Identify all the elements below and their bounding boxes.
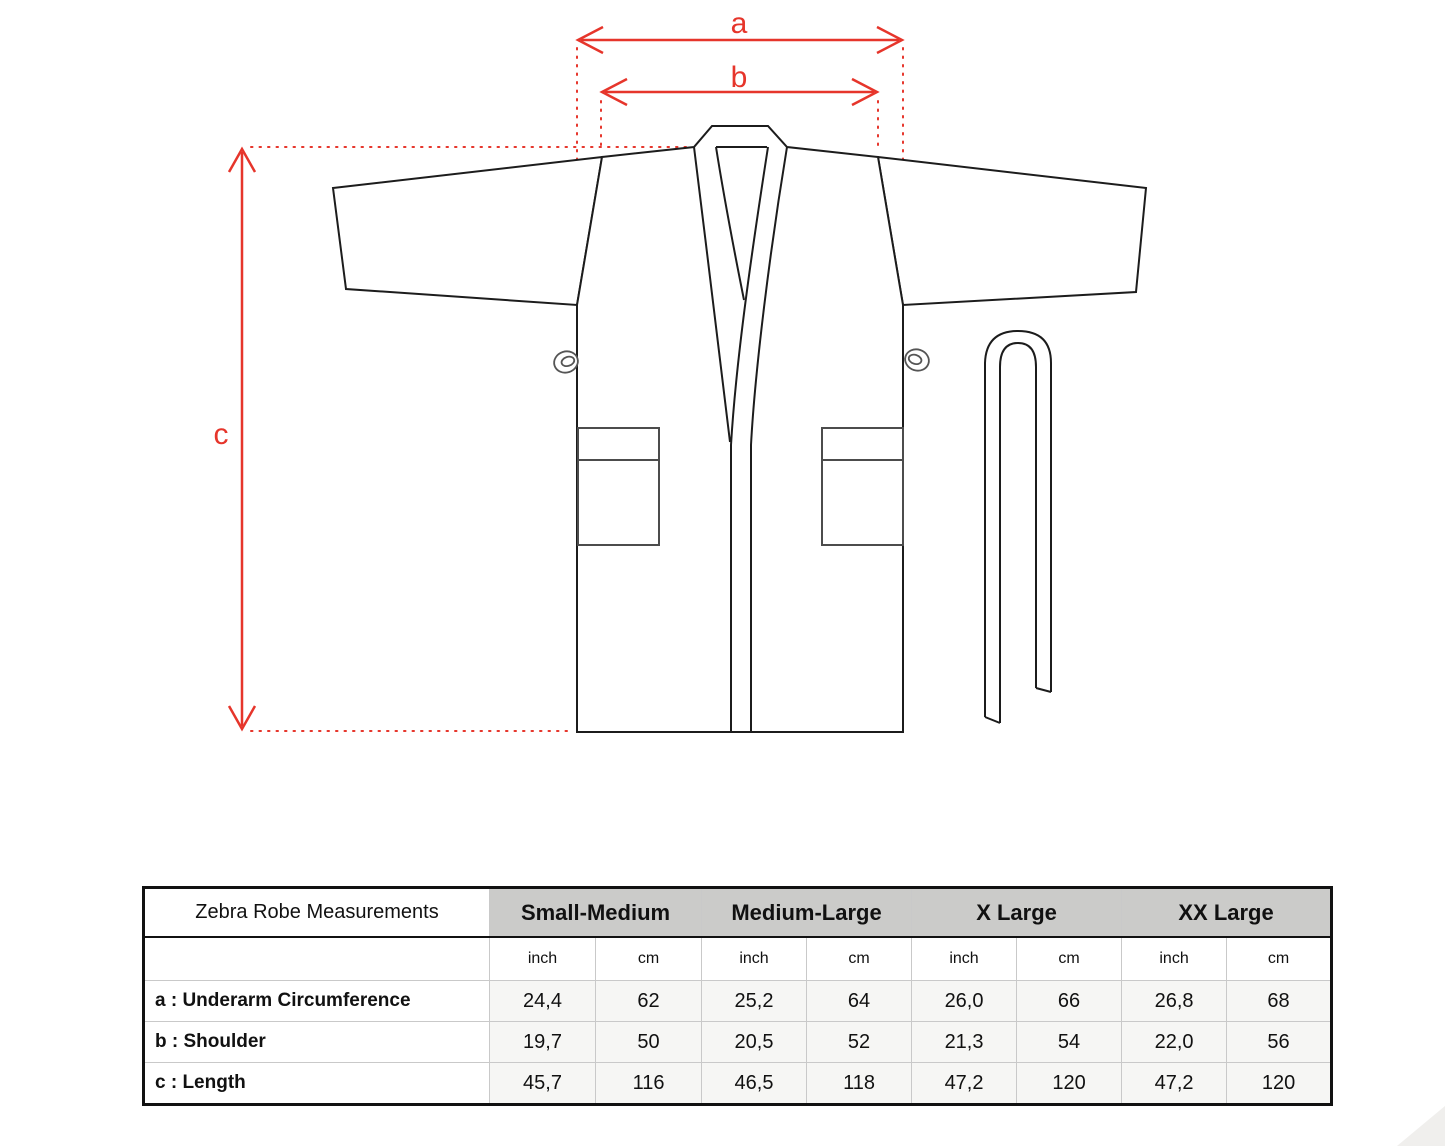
value-cell: 64: [807, 981, 912, 1022]
row-shoulder: [144, 1022, 1332, 1063]
value-cell: 24,4: [490, 981, 596, 1022]
value-cell: 21,3: [912, 1022, 1017, 1063]
value-cell: 120: [1017, 1063, 1122, 1105]
value-cell: 22,0: [1122, 1022, 1227, 1063]
value-cell: 52: [807, 1022, 912, 1063]
row-underarm-circumference: [144, 981, 1332, 1022]
value-cell: 46,5: [702, 1063, 807, 1105]
unit-header: cm: [1227, 937, 1332, 981]
measurements-table-container: [142, 886, 1333, 1106]
right-belt-loop: [902, 346, 931, 373]
row-label: a : Underarm Circumference: [144, 981, 490, 1022]
unit-header: inch: [702, 937, 807, 981]
size-header-x-large: X Large: [912, 888, 1122, 938]
label-b: b: [730, 61, 748, 94]
belt-inner-edge: [1000, 343, 1036, 723]
value-cell: 47,2: [1122, 1063, 1227, 1105]
units-row-spacer: [144, 937, 490, 981]
row-length: [144, 1063, 1332, 1105]
value-cell: 54: [1017, 1022, 1122, 1063]
unit-header: cm: [1017, 937, 1122, 981]
size-header-xx-large: XX Large: [1122, 888, 1332, 938]
label-a: a: [730, 7, 748, 40]
value-cell: 56: [1227, 1022, 1332, 1063]
unit-header: cm: [807, 937, 912, 981]
value-cell: 26,0: [912, 981, 1017, 1022]
value-cell: 68: [1227, 981, 1332, 1022]
unit-header: inch: [490, 937, 596, 981]
value-cell: 62: [596, 981, 702, 1022]
value-cell: 19,7: [490, 1022, 596, 1063]
right-sleeve: [878, 157, 1146, 305]
belt-right-end: [1036, 688, 1051, 692]
value-cell: 25,2: [702, 981, 807, 1022]
value-cell: 116: [596, 1063, 702, 1105]
value-cell: 120: [1227, 1063, 1332, 1105]
table-title: Zebra Robe Measurements: [144, 888, 490, 938]
value-cell: 26,8: [1122, 981, 1227, 1022]
unit-header: inch: [1122, 937, 1227, 981]
unit-header: inch: [912, 937, 1017, 981]
unit-header: cm: [596, 937, 702, 981]
size-header-row: [144, 888, 1332, 938]
belt-left-end: [985, 717, 1000, 723]
units-row: [144, 937, 1332, 981]
size-header-medium-large: Medium-Large: [702, 888, 912, 938]
size-header-small-medium: Small-Medium: [490, 888, 702, 938]
value-cell: 118: [807, 1063, 912, 1105]
value-cell: 47,2: [912, 1063, 1017, 1105]
belt-tie: [985, 331, 1051, 723]
robe-outline: [333, 126, 1146, 732]
value-cell: 20,5: [702, 1022, 807, 1063]
measurement-arrow-c: [229, 149, 255, 729]
corner-artifact: [1397, 1106, 1445, 1146]
measurements-table: [142, 886, 1333, 1106]
label-c: c: [213, 418, 229, 451]
value-cell: 45,7: [490, 1063, 596, 1105]
row-label: b : Shoulder: [144, 1022, 490, 1063]
belt-outer-edge: [985, 331, 1051, 717]
left-sleeve: [333, 157, 602, 305]
value-cell: 66: [1017, 981, 1122, 1022]
value-cell: 50: [596, 1022, 702, 1063]
row-label: c : Length: [144, 1063, 490, 1105]
